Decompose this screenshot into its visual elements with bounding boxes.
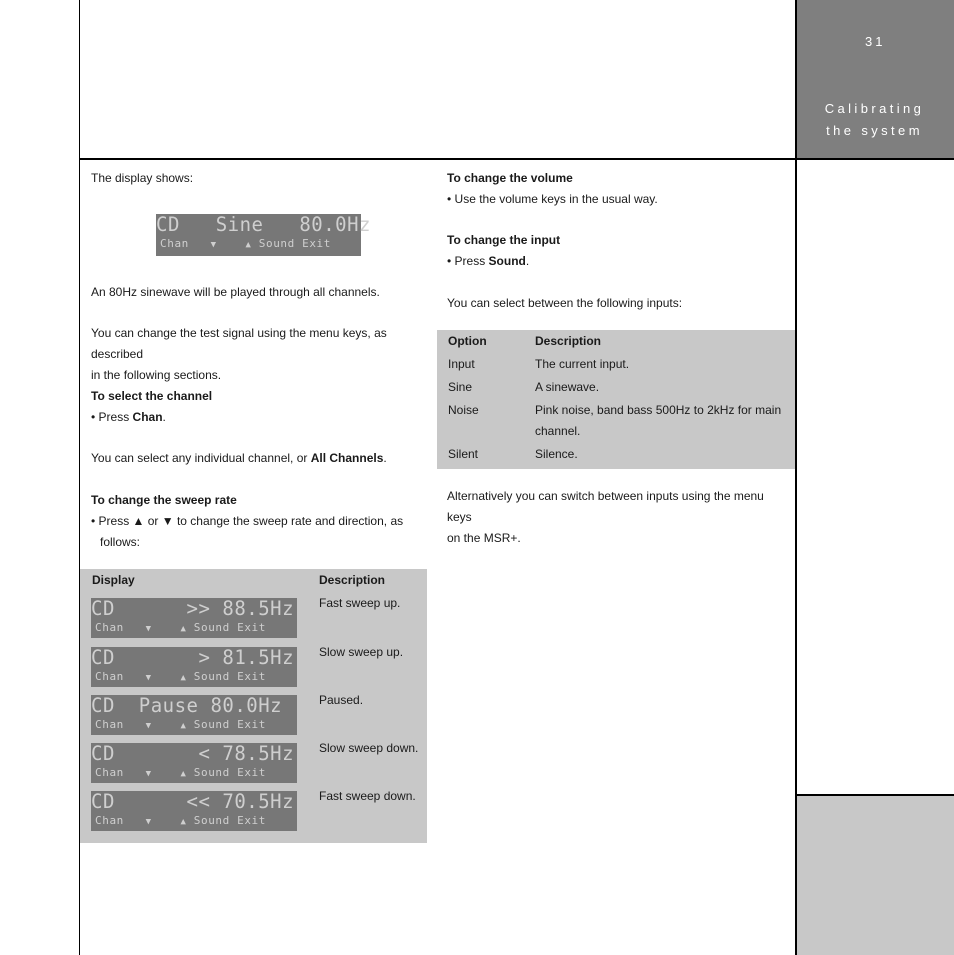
paragraph-all-channels: You can select any individual channel, or All Channels.: [91, 451, 387, 465]
table-header-display: Display: [92, 573, 135, 587]
heading-sweep-rate: To change the sweep rate: [91, 493, 237, 507]
lcd-line-2: [91, 669, 297, 685]
lcd-line-2: [91, 620, 297, 636]
paragraph-line: You can change the test signal using the menu keys, as described: [91, 326, 387, 361]
lcd-line-1: [91, 647, 297, 669]
lcd-display-sweep: [91, 695, 297, 735]
lcd-key-exit: Exit: [237, 814, 266, 827]
bullet-press-sound: • Press Sound.: [447, 254, 530, 268]
key-all-channels: All Channels: [310, 451, 384, 465]
paragraph-line: Alternatively you can switch between inputs using the menu keys: [447, 489, 764, 524]
sweep-rate-table: [80, 569, 427, 843]
bullet-sweep-rate: [91, 511, 421, 553]
section-title-line: the system: [826, 123, 923, 138]
lcd-source: CD: [91, 646, 115, 670]
lcd-display-sweep: [91, 791, 297, 831]
lcd-key-chan: Chan: [160, 237, 189, 250]
lcd-line-1: [91, 791, 297, 813]
lcd-display-sweep: [91, 647, 297, 687]
sweep-description: Paused.: [319, 693, 364, 707]
paragraph-inputs: You can select between the following inputs:: [447, 296, 683, 310]
sidebar-footer-block: [795, 796, 954, 955]
up-arrow-icon: ▲: [180, 769, 187, 779]
lcd-key-chan: Chan: [95, 621, 124, 634]
down-arrow-icon: ▼: [145, 769, 152, 779]
lcd-key-chan: Chan: [95, 766, 124, 779]
down-arrow-icon: ▼: [145, 624, 152, 634]
section-title: [797, 98, 952, 142]
sweep-description: Fast sweep down.: [319, 789, 416, 803]
lcd-indicator: <<: [186, 790, 211, 814]
table-header-description: Description: [535, 334, 602, 348]
paragraph-line: in the following sections.: [91, 368, 222, 382]
description-line: Pink noise, band bass 500Hz to 2kHz for main: [535, 403, 782, 417]
lcd-indicator: >: [198, 646, 211, 670]
lcd-frequency: 70.5Hz: [222, 790, 295, 814]
key-sound: Sound: [488, 254, 526, 268]
lcd-source: CD: [91, 694, 115, 718]
description-line: channel.: [535, 424, 581, 438]
input-options-table: [437, 330, 795, 469]
down-arrow-icon: ▼: [210, 240, 217, 250]
paragraph-alternatively: [447, 486, 787, 549]
bullet-press-chan: • Press Chan.: [91, 410, 166, 424]
lcd-line-1: [91, 695, 297, 717]
down-arrow-icon: ▼: [145, 721, 152, 731]
down-arrow-icon: ▼: [145, 673, 152, 683]
lcd-display-sweep: [91, 743, 297, 783]
up-arrow-icon: ▲: [180, 624, 187, 634]
lcd-key-exit: Exit: [237, 766, 266, 779]
lcd-indicator: <: [198, 742, 211, 766]
lcd-key-sound: Sound: [258, 237, 295, 250]
lcd-display-sweep: [91, 598, 297, 638]
lcd-mode: Sine: [215, 213, 264, 237]
up-arrow-icon: ▲: [180, 673, 187, 683]
sidebar-rule-vertical: [795, 0, 797, 955]
lcd-key-exit: Exit: [302, 237, 331, 250]
lcd-key-chan: Chan: [95, 670, 124, 683]
section-title-line: Calibrating: [824, 101, 925, 116]
option-description: The current input.: [535, 357, 630, 371]
lcd-key-sound: Sound: [193, 766, 230, 779]
lcd-indicator: >>: [186, 597, 211, 621]
lcd-source: CD: [91, 597, 115, 621]
lcd-key-exit: Exit: [237, 670, 266, 683]
sweep-description: Slow sweep down.: [319, 741, 419, 755]
heading-input: To change the input: [447, 233, 561, 247]
option-description: [535, 400, 785, 442]
lcd-line-1: [91, 598, 297, 620]
option-name: Input: [448, 357, 475, 371]
bullet-line: • Press ▲ or ▼ to change the sweep rate and direction, as: [91, 514, 404, 528]
paragraph-test-signal: [91, 323, 426, 386]
heading-volume: To change the volume: [447, 171, 573, 185]
lcd-source: CD: [156, 213, 180, 237]
paragraph-sinewave: An 80Hz sinewave will be played through all channels.: [91, 285, 380, 299]
key-chan: Chan: [132, 410, 163, 424]
lcd-source: CD: [91, 790, 115, 814]
option-description: A sinewave.: [535, 380, 600, 394]
lcd-line-1: [156, 213, 371, 237]
lcd-key-sound: Sound: [193, 718, 230, 731]
lcd-frequency: 80.0Hz: [210, 694, 283, 718]
bullet-line: follows:: [100, 535, 141, 549]
bullet-volume: • Use the volume keys in the usual way.: [447, 192, 658, 206]
sidebar-middle-block: [795, 160, 954, 794]
paragraph-line: on the MSR+.: [447, 531, 521, 545]
sweep-description: Slow sweep up.: [319, 645, 404, 659]
lcd-line-2: [91, 717, 297, 733]
page-number: 31: [865, 34, 886, 49]
down-arrow-icon: ▼: [145, 817, 152, 827]
heading-select-channel: To select the channel: [91, 389, 213, 403]
lcd-indicator: Pause: [138, 694, 199, 718]
option-name: Silent: [448, 447, 479, 461]
lcd-frequency: 88.5Hz: [222, 597, 295, 621]
header-rule: [79, 158, 795, 160]
lcd-line-2: [156, 236, 361, 252]
lcd-key-chan: Chan: [95, 814, 124, 827]
lcd-frequency: 78.5Hz: [222, 742, 295, 766]
lcd-key-sound: Sound: [193, 670, 230, 683]
lcd-key-chan: Chan: [95, 718, 124, 731]
lcd-line-2: [91, 765, 297, 781]
lcd-display-main: [156, 213, 371, 256]
option-description: Silence.: [535, 447, 578, 461]
lcd-line-1: [91, 743, 297, 765]
sidebar-rule-top: [795, 158, 954, 160]
table-header-option: Option: [448, 334, 487, 348]
option-name: Sine: [448, 380, 473, 394]
lcd-key-exit: Exit: [237, 621, 266, 634]
up-arrow-icon: ▲: [180, 817, 187, 827]
lcd-line-2: [91, 813, 297, 829]
lcd-key-exit: Exit: [237, 718, 266, 731]
lcd-key-sound: Sound: [193, 814, 230, 827]
lcd-source: CD: [91, 742, 115, 766]
lcd-frequency: 81.5Hz: [222, 646, 295, 670]
sidebar-rule-bottom: [795, 794, 954, 796]
lcd-key-sound: Sound: [193, 621, 230, 634]
table-header-description: Description: [319, 573, 386, 587]
sweep-description: Fast sweep up.: [319, 596, 401, 610]
up-arrow-icon: ▲: [245, 240, 252, 250]
intro-text: The display shows:: [91, 171, 194, 185]
up-arrow-icon: ▲: [180, 721, 187, 731]
option-name: Noise: [448, 403, 479, 417]
lcd-frequency: 80.0Hz: [299, 213, 371, 237]
